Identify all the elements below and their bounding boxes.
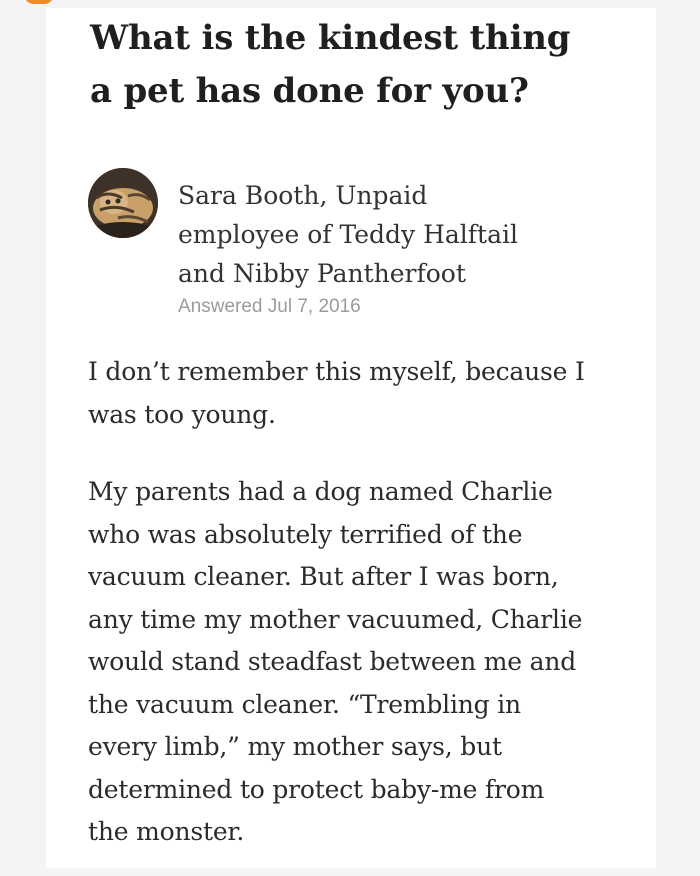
answer-text-line: I don’t remember this myself, because I [88, 357, 585, 386]
author-credential-line: Sara Booth, Unpaid [178, 181, 428, 210]
answer-card [46, 8, 656, 868]
answer-text-line: vacuum cleaner. But after I was born, [88, 562, 559, 591]
author-credential-line: employee of Teddy Halftail [178, 220, 518, 249]
answer-paragraph [88, 471, 648, 854]
question-title-line: a pet has done for you? [90, 71, 529, 111]
answer-text-line: would stand steadfast between me and [88, 647, 577, 676]
answer-paragraph [88, 351, 648, 436]
answer-text-line: who was absolutely terrified of the [88, 519, 523, 549]
top-accent-bar [24, 0, 54, 4]
question-title[interactable] [90, 12, 630, 118]
answer-text-line: My parents had a dog named Charlie [88, 477, 553, 506]
tabby-cat-avatar-icon[interactable] [88, 168, 158, 238]
author-credential[interactable] [178, 176, 618, 293]
answer-text-line: the vacuum cleaner. “Trembling in [88, 689, 521, 719]
answer-text-line: was too young. [88, 399, 276, 429]
answered-date[interactable]: Answered Jul 7, 2016 [178, 296, 361, 317]
answer-text-line: any time my mother vacuumed, Charlie [88, 604, 583, 634]
answer-text-line: the monster. [88, 817, 245, 846]
answer-text-line: every limb,” my mother says, but [88, 732, 502, 761]
question-title-line: What is the kindest thing [90, 18, 571, 58]
author-credential-line: and Nibby Pantherfoot [178, 259, 466, 288]
answer-text-line: determined to protect baby-me from [88, 774, 545, 804]
